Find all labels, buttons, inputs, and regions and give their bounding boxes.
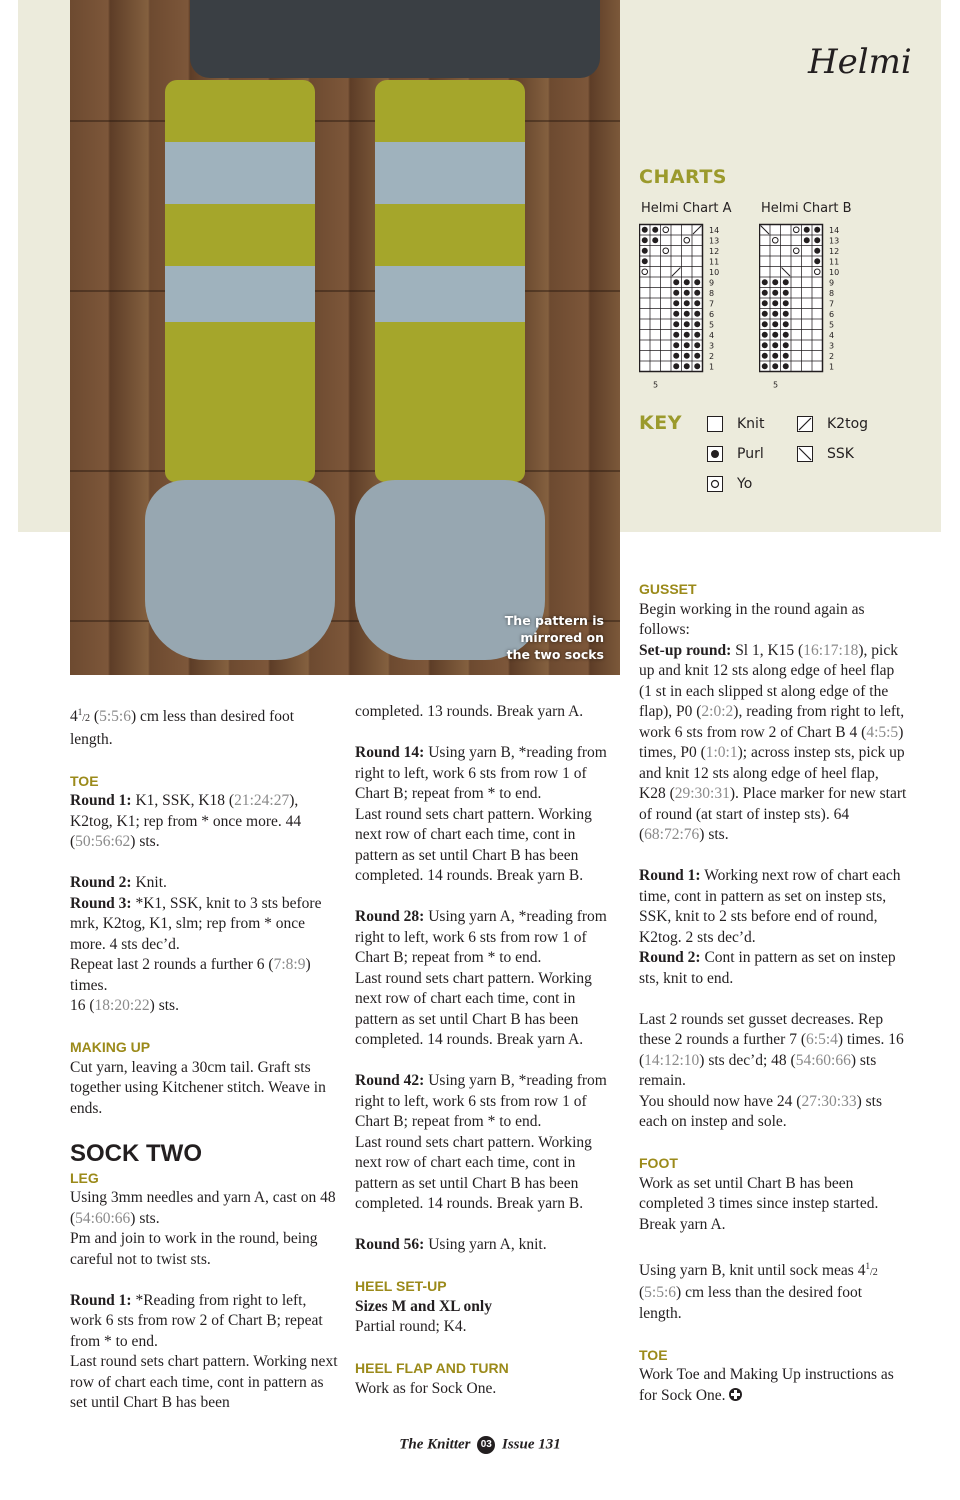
paragraph: completed. 13 rounds. Break yarn A. xyxy=(355,703,584,720)
row-number: 1 xyxy=(829,362,835,372)
purl-stitch xyxy=(783,363,789,369)
paragraph: Round 2: Cont in pattern as set on instep sts, knit to end. xyxy=(639,949,896,987)
paragraph: Round 56: Using yarn A, knit. xyxy=(355,1236,547,1253)
purl-stitch xyxy=(673,300,679,306)
sock-two-heading: SOCK TWO xyxy=(70,1139,202,1167)
paragraph: Work as for Sock One. xyxy=(355,1379,497,1397)
row-number: 10 xyxy=(709,268,720,277)
purl-symbol-icon xyxy=(707,446,723,462)
purl-stitch xyxy=(772,363,778,369)
purl-stitch xyxy=(772,279,778,285)
knit-symbol-icon xyxy=(707,416,723,432)
paragraph: Last round sets chart pattern. Working next row of chart each time, cont in pattern as set until Chart B has been completed. 14 rounds. Break yarn B. xyxy=(355,1133,592,1212)
heel-flap-heading: HEEL FLAP AND TURN xyxy=(355,1360,509,1376)
row-number: 9 xyxy=(709,278,715,288)
purl-stitch xyxy=(762,353,768,359)
k2tog-symbol-icon xyxy=(797,416,813,432)
row-number: 7 xyxy=(829,299,835,309)
sock-photo xyxy=(70,0,620,675)
column-number: 5 xyxy=(653,380,659,390)
yarn-over-symbol-icon xyxy=(707,476,723,492)
row-number: 12 xyxy=(829,247,840,256)
purl-stitch xyxy=(772,342,778,348)
purl-stitch xyxy=(684,342,690,348)
purl-stitch xyxy=(694,363,700,369)
row-number: 7 xyxy=(709,299,715,309)
paragraph: Round 1: *Reading from right to left, work 6 sts from row 2 of Chart B; repeat from * to end. xyxy=(70,1291,323,1350)
purl-stitch xyxy=(762,342,768,348)
issue-number: Issue 131 xyxy=(502,1436,561,1453)
row-number: 3 xyxy=(709,341,715,351)
chart-a-label: Helmi Chart A xyxy=(641,201,732,216)
left-sock xyxy=(165,80,315,640)
purl-stitch xyxy=(694,300,700,306)
purl-stitch xyxy=(694,311,700,317)
purl-stitch xyxy=(652,237,658,243)
paragraph: 16 (18:20:22) sts. xyxy=(70,997,179,1015)
paragraph: Set-up round: Sl 1, K15 (16:17:18), pick up and knit 12 sts along edge of heel flap (1 st in each slipped st along edge of the flap), P0 (2:0:2), reading from right to left, work 6 sts from row 2 of Chart B 4 (4:5:5) times, P0 (1:0:1); across instep sts, pick up and knit 12 sts along edge of heel flap, K28 (29:30:31). Place marker for new start of round (at start of instep sts). 64 (68:72:76) sts. xyxy=(639,641,907,843)
foot-heading: FOOT xyxy=(639,1155,678,1171)
purl-stitch xyxy=(762,311,768,317)
paragraph: $4^1/2$ (5:5:6) cm less than desired foot length. xyxy=(70,707,295,748)
row-number: 2 xyxy=(829,352,835,361)
paragraph: Work as set until Chart B has been completed 3 times since instep started. Break yarn A. xyxy=(639,1174,879,1233)
purl-stitch xyxy=(694,332,700,338)
paragraph: Using yarn B, knit until sock meas $4^1/2$ (5:5:6) cm less than the desired foot length. xyxy=(639,1260,878,1322)
row-number: 6 xyxy=(829,310,835,319)
purl-stitch xyxy=(694,279,700,285)
purl-stitch xyxy=(783,311,789,317)
row-number: 3 xyxy=(829,341,835,351)
purl-stitch xyxy=(814,227,820,233)
column-number: 5 xyxy=(773,380,779,390)
paragraph: Round 42: Using yarn B, *reading from right to left, work 6 sts from row 1 of Chart B; repeat from * to end. xyxy=(355,1072,607,1130)
row-number: 4 xyxy=(829,331,835,340)
paragraph: Last round sets chart pattern. Working next row of chart each time, cont in pattern as set until Chart B has been completed. 14 rounds. Break yarn A. xyxy=(355,969,592,1048)
heel-setup-heading: HEEL SET-UP xyxy=(355,1278,447,1294)
purl-stitch xyxy=(684,321,690,327)
paragraph: Work Toe and Making Up instructions as for Sock One. xyxy=(639,1366,894,1404)
paragraph: Begin working in the round again as follows: xyxy=(639,600,865,638)
purl-stitch xyxy=(783,290,789,296)
paragraph: Last 2 rounds set gusset decreases. Rep these 2 rounds a further 7 (6:5:4) times. 16 (14:12:10) sts dec’d; 48 (54:60:66) sts remain. xyxy=(639,1010,904,1089)
purl-stitch xyxy=(762,279,768,285)
purl-stitch xyxy=(772,353,778,359)
paragraph: Round 1: K1, SSK, K18 (21:24:27), K2tog, K1; rep from * once more. 44 (50:56:62) sts. xyxy=(70,792,302,851)
paragraph: Last round sets chart pattern. Working next row of chart each time, cont in pattern as set until Chart B has been completed. 14 rounds. Break yarn B. xyxy=(355,805,592,884)
paragraph: Pm and join to work in the round, being careful not to twist sts. xyxy=(70,1230,318,1268)
purl-stitch xyxy=(642,258,648,264)
key-heading: KEY xyxy=(639,412,682,434)
purl-stitch xyxy=(673,290,679,296)
row-number: 8 xyxy=(829,289,835,298)
photo-caption: The pattern is mirrored on the two socks xyxy=(504,613,604,662)
floorboard-line xyxy=(70,120,620,122)
paragraph: Round 2: Knit. xyxy=(70,874,167,892)
paragraph: Partial round; K4. xyxy=(355,1318,467,1335)
purl-stitch xyxy=(783,353,789,359)
purl-stitch xyxy=(772,321,778,327)
purl-stitch xyxy=(772,311,778,317)
row-number: 5 xyxy=(829,320,835,330)
chart-a-grid xyxy=(639,222,739,394)
purl-stitch xyxy=(694,290,700,296)
purl-stitch xyxy=(772,300,778,306)
purl-stitch xyxy=(762,332,768,338)
paragraph: Round 3: *K1, SSK, knit to 3 sts before mrk, K2tog, K1, slm; rep from * once more. 4 sts dec’d. xyxy=(70,894,322,953)
paragraph: Round 28: Using yarn A, *reading from right to left, work 6 sts from row 1 of Chart B; repeat from * to end. xyxy=(355,908,607,966)
purl-stitch xyxy=(694,353,700,359)
toe-heading-2: TOE xyxy=(639,1346,668,1363)
row-number: 11 xyxy=(829,257,840,267)
floorboard-line xyxy=(70,290,620,292)
purl-stitch xyxy=(684,300,690,306)
page-number: 03 xyxy=(477,1436,495,1454)
row-number: 13 xyxy=(709,236,720,246)
purl-stitch xyxy=(673,321,679,327)
chart-b-grid xyxy=(759,222,859,394)
leg-heading: LEG xyxy=(70,1169,99,1186)
purl-stitch xyxy=(783,342,789,348)
floorboard-line xyxy=(70,470,620,472)
paragraph: Repeat last 2 rounds a further 6 (7:8:9) times. xyxy=(70,956,311,994)
purl-stitch xyxy=(694,321,700,327)
row-number: 12 xyxy=(709,247,720,256)
purl-stitch xyxy=(783,321,789,327)
row-number: 1 xyxy=(709,362,715,372)
ssk-symbol-icon xyxy=(797,446,813,462)
purl-stitch xyxy=(783,332,789,338)
purl-stitch xyxy=(652,227,658,233)
making-up-heading: MAKING UP xyxy=(70,1039,151,1056)
purl-stitch xyxy=(762,321,768,327)
row-number: 10 xyxy=(829,268,840,277)
pattern-title: Helmi xyxy=(808,42,912,82)
purl-stitch xyxy=(642,248,648,254)
charts-heading: CHARTS xyxy=(639,166,727,188)
paragraph: Last round sets chart pattern. Working next row of chart each time, cont in pattern as set until Chart B has been xyxy=(70,1353,338,1412)
purl-stitch xyxy=(684,363,690,369)
purl-stitch xyxy=(684,353,690,359)
column-1 xyxy=(70,702,338,1414)
paragraph: Round 1: Working next row of chart each time, cont in pattern as set on instep sts, SSK, knit to 2 sts before end of round, K2tog. 2 sts dec’d. xyxy=(639,867,901,946)
paragraph: Round 14: Using yarn B, *reading from right to left, work 6 sts from row 1 of Chart B; repeat from * to end. xyxy=(355,744,607,802)
purl-stitch xyxy=(642,237,648,243)
purl-stitch xyxy=(814,237,820,243)
purl-stitch xyxy=(762,300,768,306)
purl-stitch xyxy=(673,311,679,317)
purl-stitch xyxy=(804,237,810,243)
paragraph: You should now have 24 (27:30:33) sts each on instep and sole. xyxy=(639,1092,883,1130)
row-number: 14 xyxy=(709,226,720,235)
purl-stitch xyxy=(762,363,768,369)
column-2 xyxy=(355,702,620,1399)
purl-stitch xyxy=(684,311,690,317)
purl-stitch xyxy=(814,258,820,264)
toe-heading: TOE xyxy=(70,772,99,789)
purl-stitch xyxy=(762,290,768,296)
purl-stitch xyxy=(814,248,820,254)
paragraph: Using 3mm needles and yarn A, cast on 48 (54:60:66) sts. xyxy=(70,1189,336,1227)
purl-stitch xyxy=(684,290,690,296)
row-number: 11 xyxy=(709,257,720,267)
purl-stitch xyxy=(684,332,690,338)
purl-stitch xyxy=(673,279,679,285)
row-number: 13 xyxy=(829,236,840,246)
right-sock xyxy=(375,80,525,640)
purl-stitch xyxy=(642,227,648,233)
purl-stitch xyxy=(804,227,810,233)
gusset-heading: GUSSET xyxy=(639,581,697,597)
purl-stitch xyxy=(772,290,778,296)
page-footer xyxy=(0,1436,960,1454)
paragraph: Cut yarn, leaving a 30cm tail. Graft sts together using Kitchener stitch. Weave in ends. xyxy=(70,1058,326,1117)
row-number: 6 xyxy=(709,310,715,319)
purl-stitch xyxy=(673,342,679,348)
purl-stitch xyxy=(673,332,679,338)
purl-stitch xyxy=(772,332,778,338)
purl-stitch xyxy=(694,342,700,348)
chart-b-label: Helmi Chart B xyxy=(761,201,852,216)
purl-stitch xyxy=(783,300,789,306)
jeans xyxy=(190,0,600,78)
magazine-name: The Knitter xyxy=(399,1436,471,1453)
column-3 xyxy=(639,579,907,1406)
paragraph: Sizes M and XL only xyxy=(355,1297,492,1315)
purl-stitch xyxy=(684,279,690,285)
end-of-pattern-icon xyxy=(729,1388,742,1401)
purl-stitch xyxy=(673,353,679,359)
row-number: 8 xyxy=(709,289,715,298)
purl-stitch xyxy=(673,363,679,369)
purl-stitch xyxy=(783,279,789,285)
row-number: 5 xyxy=(709,320,715,330)
row-number: 14 xyxy=(829,226,840,235)
row-number: 4 xyxy=(709,331,715,340)
row-number: 9 xyxy=(829,278,835,288)
row-number: 2 xyxy=(709,352,715,361)
